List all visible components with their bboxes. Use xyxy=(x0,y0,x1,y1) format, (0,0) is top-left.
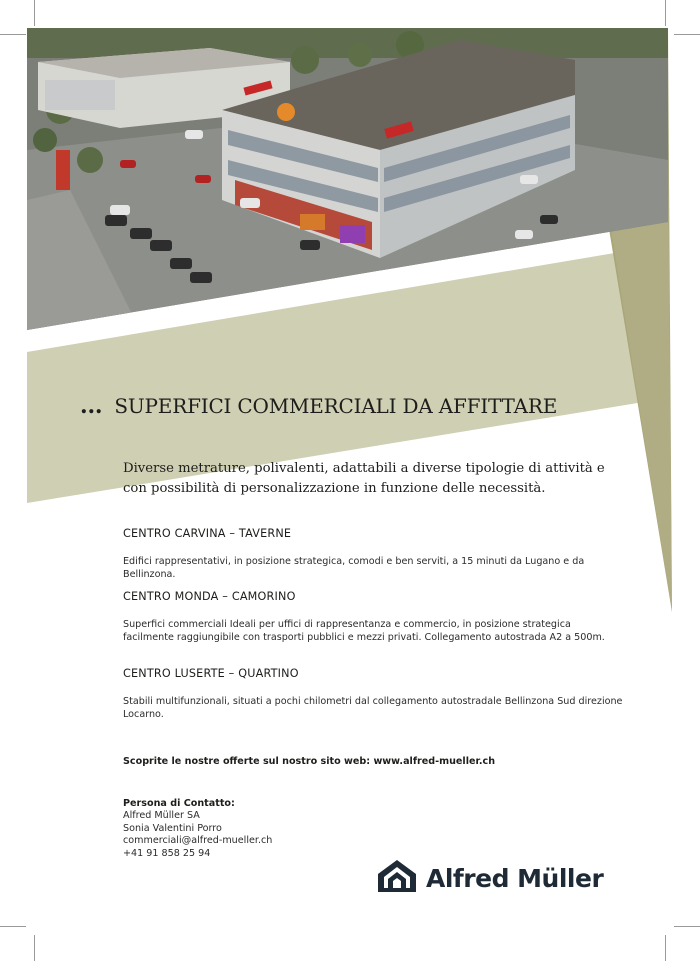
center-title: CENTRO MONDA – CAMORINO xyxy=(123,590,296,603)
intro-paragraph: Diverse metrature, polivalenti, adattabili a diverse tipologie di attività e con possibilità di personalizzazione in funzione delle necessità. xyxy=(123,461,605,496)
headline-dots: ... xyxy=(80,393,103,419)
center-block-luserte xyxy=(123,667,623,721)
center-description: Superfici commerciali Ideali per uffici di rappresentanza e commercio, in posizione strategica facilmente raggiungibile con trasporti pubblici e mezzi privati. Collegamento autostrada A2 a 500m. xyxy=(123,619,605,643)
center-title: CENTRO LUSERTE – QUARTINO xyxy=(123,667,299,680)
contact-block xyxy=(123,798,272,860)
contact-label: Persona di Contatto: xyxy=(123,798,235,809)
alfred-mueller-logo xyxy=(376,858,603,898)
center-description: Stabili multifunzionali, situati a pochi chilometri dal collegamento autostradale Bellinzona Sud direzione Locarno. xyxy=(123,696,623,720)
website-line: Scoprite le nostre offerte sul nostro sito web: www.alfred-mueller.ch xyxy=(123,756,496,767)
contact-email: commerciali@alfred-mueller.ch xyxy=(123,835,273,847)
house-logo-icon xyxy=(376,858,418,898)
headline-text: SUPERFICI COMMERCIALI DA AFFITTARE xyxy=(114,394,558,418)
page-headline xyxy=(80,393,660,419)
contact-phone: +41 91 858 25 94 xyxy=(123,847,211,859)
contact-company: Alfred Müller SA xyxy=(123,810,200,822)
center-block-monda xyxy=(123,590,623,644)
center-title: CENTRO CARVINA – TAVERNE xyxy=(123,527,292,540)
center-block-carvina xyxy=(123,527,623,581)
center-description: Edifici rappresentativi, in posizione strategica, comodi e ben serviti, a 15 minuti da Lugano e da Bellinzona. xyxy=(123,556,585,580)
contact-person: Sonia Valentini Porro xyxy=(123,822,222,834)
logo-wordmark: Alfred Müller xyxy=(426,863,604,893)
